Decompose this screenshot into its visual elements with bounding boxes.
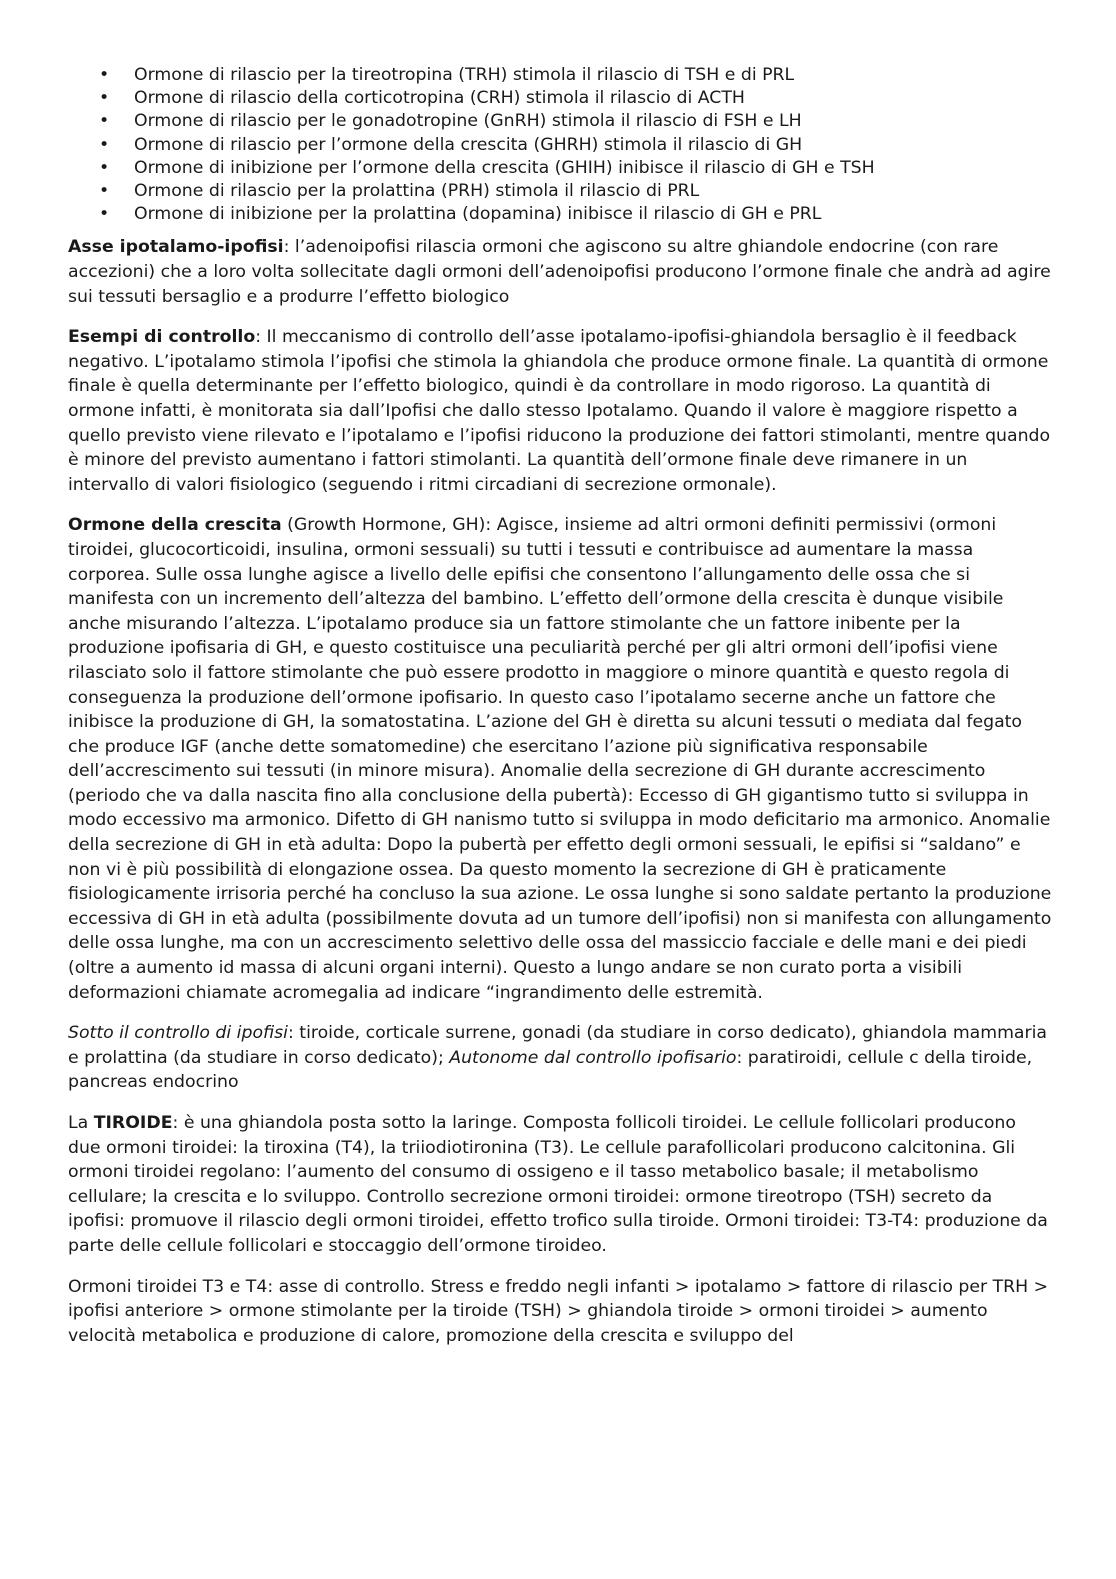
list-item: • Ormone di inibizione per la prolattina (dopamina) inibisce il rilascio di GH e PRL — [68, 203, 1053, 226]
paragraph-text: : paratiroidi, cellule c della tiroide, pancreas endocrino — [68, 1047, 1033, 1093]
paragraph-controllo-ipofisi — [68, 1021, 1053, 1095]
list-item: • Ormone di rilascio per la prolattina (PRH) stimola il rilascio di PRL — [68, 180, 1053, 203]
paragraph-heading: Esempi di controllo — [68, 327, 256, 348]
list-item: • Ormone di rilascio per le gonadotropine (GnRH) stimola il rilascio di FSH e LH — [68, 110, 1053, 133]
paragraph-text: : è una ghiandola posta sotto la laringe. Composta follicoli tiroidei. Le cellule follicolari producono due ormoni tiroidei: la tiroxina (T4), la triiodiotironina (T3). Le cellule parafollicolari producono calcitonina. Gli ormoni tiroidei regolano: l’aumento del consumo di ossigeno e il tasso metabolico basale; il metabolismo cellulare; la crescita e lo sviluppo. Controllo secrezione ormoni tiroidei: ormone tireotropo (TSH) secreto da ipofisi: promuove il rilascio degli ormoni tiroidei, effetto trofico sulla tiroide. Ormoni tiroidei: T3-T4: produzione da parte delle cellule follicolari e stoccaggio dell’ormone tiroideo. — [68, 1113, 1048, 1256]
paragraph-heading: Asse ipotalamo-ipofisi — [68, 237, 284, 258]
paragraph-asse-ipotalamo-ipofisi — [68, 235, 1053, 309]
paragraph-heading: TIROIDE — [93, 1113, 173, 1134]
italic-heading: Autonome dal controllo ipofisario — [449, 1047, 737, 1068]
paragraph-text: (Growth Hormone, GH): Agisce, insieme ad altri ormoni definiti permissivi (ormoni tiroidei, glucocorticoidi, insulina, ormoni sessuali) su tutti i tessuti e contribuisce ad aumentare la massa corporea. Sulle ossa lunghe agisce a livello delle epifisi che consentono l’allungamento delle ossa che si manifesta con un incremento dell’altezza del bambino. L’effetto dell’ormone della crescita è dunque visibile anche misurando l’altezza. L’ipotalamo produce sia un fattore stimolante che un fattore inibente per la produzione ipofisaria di GH, e questo costituisce una peculiarità perché per gli altri ormoni dell’ipofisi viene rilasciato solo il fattore stimolante che può essere prodotto in maggiore o minore quantità e questo regola di conseguenza la produzione dell’ormone ipofisario. In questo caso l’ipotalamo secerne anche un fattore che inibisce la produzione di GH, la somatostatina. L’azione del GH è diretta su alcuni tessuti o mediata dal fegato che produce IGF (anche dette somatomedine) che esercitano l’azione più significativa responsabile dell’accrescimento sui tessuti (in minore misura). Anomalie della secrezione di GH durante accrescimento (periodo che va dalla nascita fino alla conclusione della pubertà): Eccesso di GH gigantismo tutto si sviluppa in modo eccessivo ma armonico. Difetto di GH nanismo tutto si sviluppa in modo deficitario ma armonico. Anomalie della secrezione di GH in età adulta: Dopo la pubertà per effetto degli ormoni sessuali, le epifisi si “saldano” e non vi è più possibilità di elongazione ossea. Da questo momento la secrezione di GH è praticamente fisiologicamente irrisoria perché ha concluso la sua azione. Le ossa lunghe si sono saldate pertanto la produzione eccessiva di GH in età adulta (possibilmente dovuta ad un tumore dell’ipofisi) non si manifesta con allungamento delle ossa lunghe, ma con un accrescimento selettivo delle ossa del massiccio facciale e delle mani e dei piedi (oltre a aumento id massa di alcuni organi interni). Questo a lungo andare se non curato porta a visibili deformazioni chiamate acromegalia ad indicare “ingrandimento delle estremità. — [68, 515, 1052, 1003]
paragraph-text: : l’adenoipofisi rilascia ormoni che agiscono su altre ghiandole endocrine (con rare accezioni) che a loro volta sollecitate dagli ormoni dell’adenoipofisi producono l’ormone finale che andrà ad agire sui tessuti bersaglio e a produrre l’effetto biologico — [68, 237, 1051, 307]
list-item: • Ormone di inibizione per l’ormone della crescita (GHIH) inibisce il rilascio di GH e TSH — [68, 157, 1053, 180]
list-item: • Ormone di rilascio per l’ormone della crescita (GHRH) stimola il rilascio di GH — [68, 134, 1053, 157]
paragraph-heading: Ormone della crescita — [68, 515, 282, 536]
paragraph-prefix: La — [68, 1113, 94, 1134]
paragraph-tiroide — [68, 1111, 1053, 1259]
paragraph-text: : Il meccanismo di controllo dell’asse ipotalamo-ipofisi-ghiandola bersaglio è il feedback negativo. L’ipotalamo stimola l’ipofisi che stimola la ghiandola che produce ormone finale. La quantità di ormone finale è quella determinante per l’effetto biologico, quindi è da controllare in modo rigoroso. La quantità di ormone infatti, è monitorata sia dall’Ipofisi che dallo stesso Ipotalamo. Quando il valore è maggiore rispetto a quello previsto viene rilevato e l’ipotalamo e l’ipofisi riducono la produzione dei fattori stimolanti, mentre quando è minore del previsto aumentano i fattori stimolanti. La quantità dell’ormone finale deve rimanere in un intervallo di valori fisiologico (seguendo i ritmi circadiani di secrezione ormonale). — [68, 327, 1051, 495]
italic-heading: Sotto il controllo di ipofisi — [68, 1023, 288, 1044]
paragraph-text: Ormoni tiroidei T3 e T4: asse di controllo. Stress e freddo negli infanti > ipotalamo > fattore di rilascio per TRH > ipofisi anteriore > ormone stimolante per la tiroide (TSH) > ghiandola tiroide > ormoni tiroidei > aumento velocità metabolica e produzione di calore, promozione della crescita e sviluppo del — [68, 1276, 1049, 1346]
list-item: • Ormone di rilascio della corticotropina (CRH) stimola il rilascio di ACTH — [68, 87, 1053, 110]
list-item: • Ormone di rilascio per la tireotropina (TRH) stimola il rilascio di TSH e di PRL — [68, 64, 1053, 87]
document-page — [68, 64, 1053, 1364]
paragraph-ormoni-t3-t4 — [68, 1275, 1053, 1349]
paragraph-esempi-di-controllo — [68, 325, 1053, 497]
paragraph-text: : tiroide, corticale surrene, gonadi (da studiare in corso dedicato), ghiandola mammaria e prolattina (da studiare in corso dedicato); — [68, 1023, 1048, 1068]
paragraph-ormone-della-crescita — [68, 513, 1053, 1005]
release-hormones-list — [68, 64, 1053, 226]
